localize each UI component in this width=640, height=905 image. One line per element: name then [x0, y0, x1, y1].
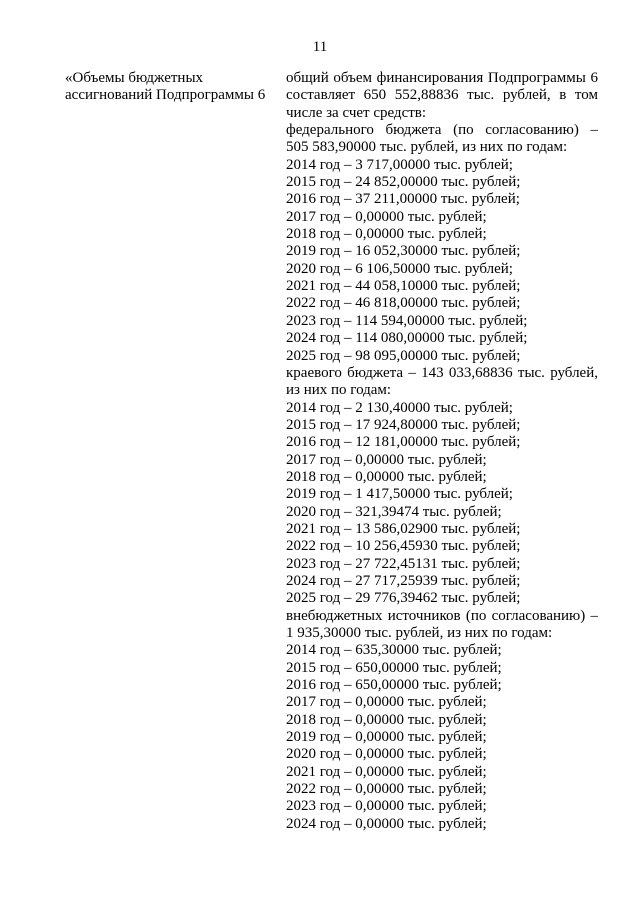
value-line: 2020 год – 6 106,50000 тыс. рублей;: [286, 260, 513, 277]
table-label-cell: [65, 70, 270, 105]
value-line: 2022 год – 10 256,45930 тыс. рублей;: [286, 538, 521, 555]
value-line: 2019 год – 16 052,30000 тыс. рублей;: [286, 243, 521, 260]
value-line: 505 583,90000 тыс. рублей, из них по годам:: [286, 139, 568, 156]
value-line: числе за счет средств:: [286, 104, 427, 121]
value-line: 2025 год – 98 095,00000 тыс. рублей;: [286, 347, 521, 364]
value-line: общий объем финансирования Подпрограммы 6: [286, 70, 598, 86]
value-line: 2017 год – 0,00000 тыс. рублей;: [286, 451, 487, 468]
value-line: 1 935,30000 тыс. рублей, из них по годам:: [286, 625, 553, 641]
value-line: 2019 год – 0,00000 тыс. рублей;: [286, 729, 487, 746]
value-line: федерального бюджета (по согласованию) –: [286, 122, 598, 139]
table-value-cell: [286, 70, 598, 833]
value-line: краевого бюджета – 143 033,68836 тыс. рублей,: [286, 364, 598, 381]
value-line: 2020 год – 0,00000 тыс. рублей;: [286, 746, 487, 763]
value-line: 2023 год – 0,00000 тыс. рублей;: [286, 798, 487, 815]
value-line: 2016 год – 37 211,00000 тыс. рублей;: [286, 191, 520, 208]
value-line: 2024 год – 27 717,25939 тыс. рублей;: [286, 572, 521, 589]
value-line: составляет 650 552,88836 тыс. рублей, в том: [286, 87, 598, 104]
value-line: 2020 год – 321,39474 тыс. рублей;: [286, 503, 502, 520]
value-line: 2018 год – 0,00000 тыс. рублей;: [286, 711, 487, 728]
value-line: из них по годам:: [286, 382, 392, 399]
value-line: 2021 год – 44 058,10000 тыс. рублей;: [286, 278, 521, 295]
value-line: 2014 год – 2 130,40000 тыс. рублей;: [286, 399, 513, 416]
value-line: 2015 год – 24 852,00000 тыс. рублей;: [286, 174, 521, 191]
value-line: 2016 год – 12 181,00000 тыс. рублей;: [286, 434, 521, 451]
value-line: 2022 год – 0,00000 тыс. рублей;: [286, 781, 487, 798]
value-line: 2023 год – 27 722,45131 тыс. рублей;: [286, 555, 521, 572]
value-line: 2014 год – 635,30000 тыс. рублей;: [286, 642, 502, 659]
value-line: 2017 год – 0,00000 тыс. рублей;: [286, 694, 487, 711]
page-number: 11: [312, 39, 328, 55]
value-line: 2015 год – 17 924,80000 тыс. рублей;: [286, 416, 521, 433]
value-line: 2024 год – 114 080,00000 тыс. рублей;: [286, 330, 528, 347]
value-line: 2022 год – 46 818,00000 тыс. рублей;: [286, 295, 521, 312]
value-line: 2018 год – 0,00000 тыс. рублей;: [286, 226, 487, 243]
value-line: 2023 год – 114 594,00000 тыс. рублей;: [286, 312, 528, 329]
value-line: 2021 год – 13 586,02900 тыс. рублей;: [286, 520, 521, 537]
value-line: 2018 год – 0,00000 тыс. рублей;: [286, 468, 487, 485]
label-line: «Объемы бюджетных: [65, 70, 204, 86]
value-line: 2014 год – 3 717,00000 тыс. рублей;: [286, 156, 513, 173]
value-line: 2024 год – 0,00000 тыс. рублей;: [286, 815, 487, 832]
label-line: ассигнований Подпрограммы 6: [65, 87, 266, 104]
value-line: 2021 год – 0,00000 тыс. рублей;: [286, 763, 487, 780]
value-line: 2016 год – 650,00000 тыс. рублей;: [286, 677, 502, 694]
value-line: 2015 год – 650,00000 тыс. рублей;: [286, 659, 502, 676]
value-line: 2019 год – 1 417,50000 тыс. рублей;: [286, 486, 513, 503]
value-line: 2017 год – 0,00000 тыс. рублей;: [286, 208, 487, 225]
value-line: 2025 год – 29 776,39462 тыс. рублей;: [286, 590, 521, 607]
value-line: внебюджетных источников (по согласованию) –: [286, 607, 598, 624]
